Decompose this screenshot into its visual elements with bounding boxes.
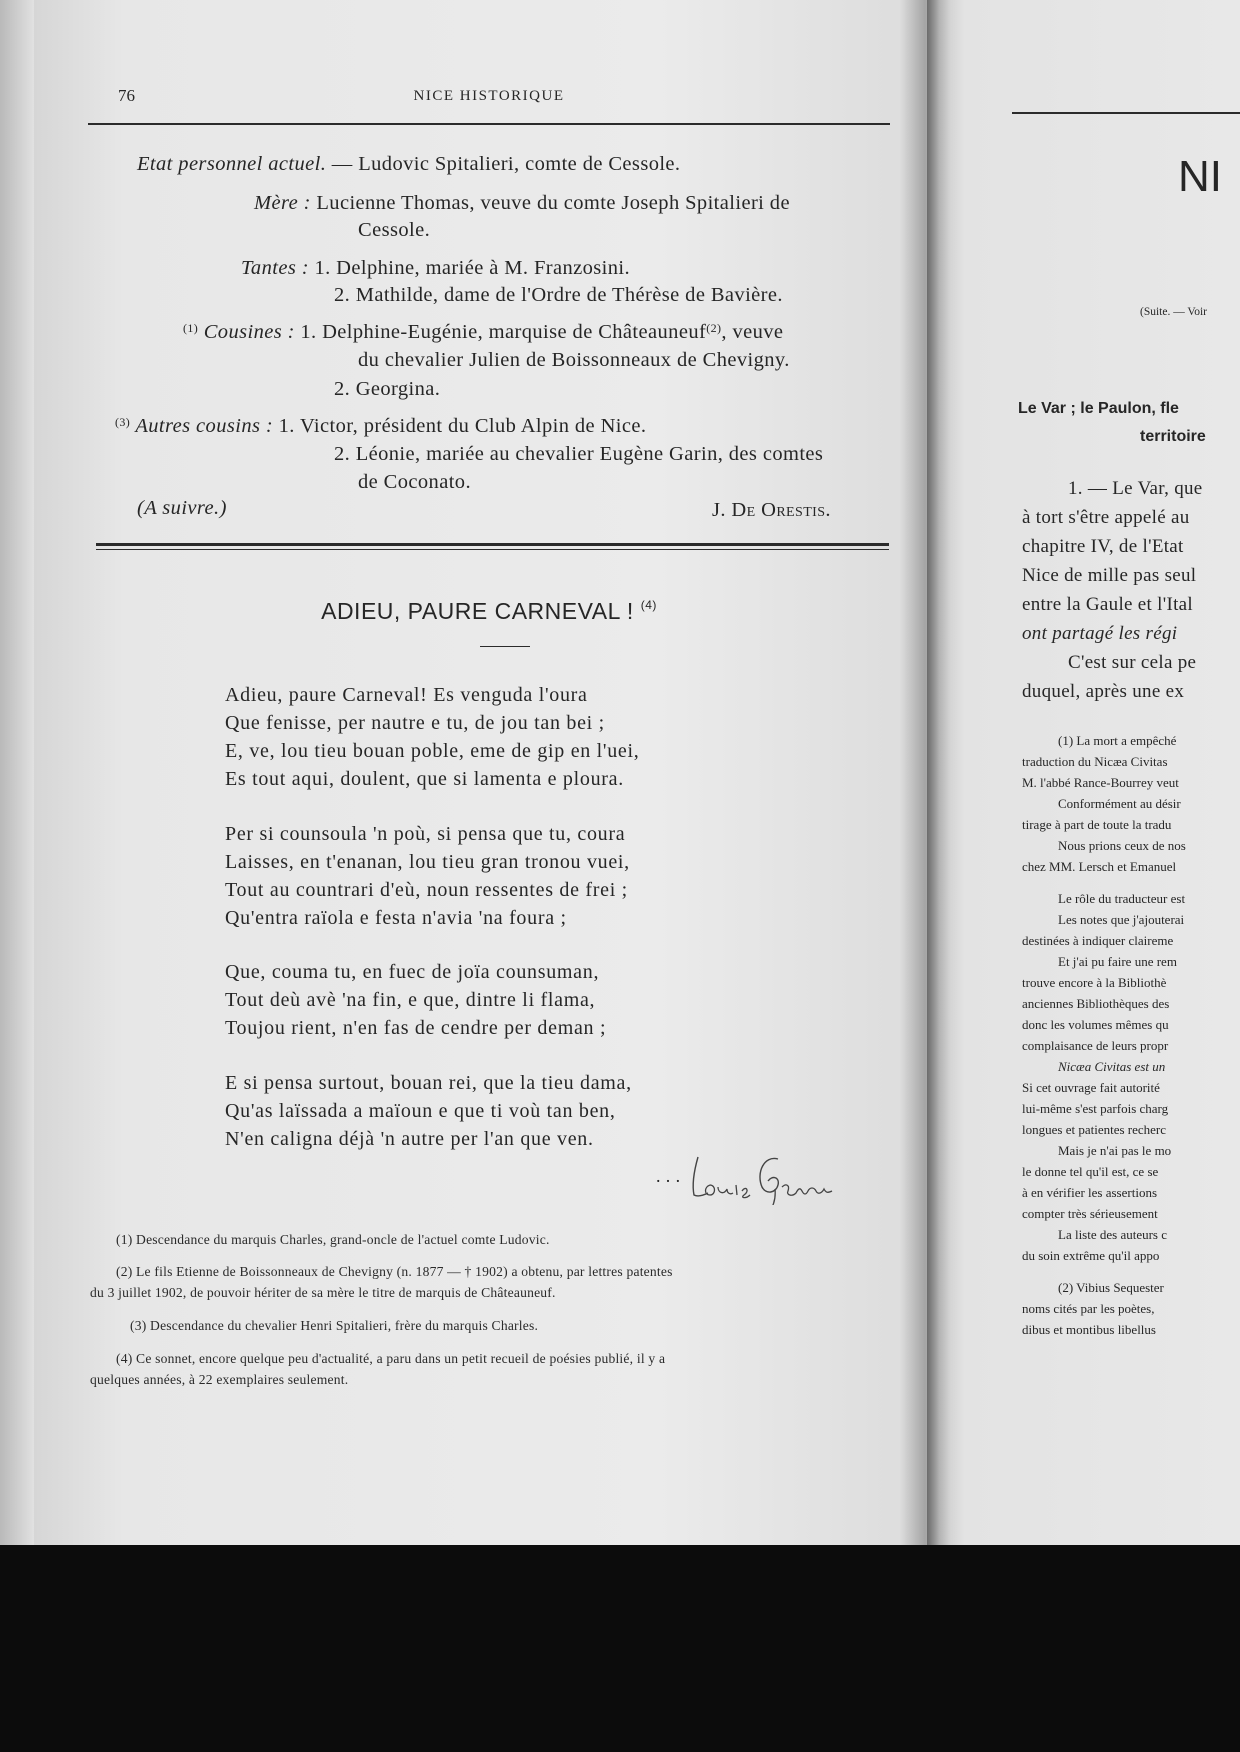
note-line: à en vérifier les assertions bbox=[1022, 1185, 1158, 1200]
note-line: Nicæa Civitas est un bbox=[1058, 1059, 1166, 1074]
verse-line: E si pensa surtout, bouan rei, que la tieu dama, bbox=[225, 1072, 632, 1094]
footnote-4-cont: quelques années, à 22 exemplaires seulement. bbox=[90, 1372, 349, 1387]
note-line: compter très sérieusement bbox=[1022, 1206, 1158, 1221]
suite-note: (Suite. — Voir bbox=[1140, 306, 1207, 318]
cousines-line-cont: du chevalier Julien de Boissonneaux de Chevigny. bbox=[358, 349, 790, 371]
note-line: Nous prions ceux de nos bbox=[1058, 838, 1186, 853]
right-page-title: NI bbox=[1178, 152, 1222, 201]
footnote-3: (3) Descendance du chevalier Henri Spitalieri, frère du marquis Charles. bbox=[130, 1318, 539, 1333]
book-gutter bbox=[900, 0, 950, 1545]
page-number: 76 bbox=[118, 86, 135, 105]
right-header-rule bbox=[1012, 112, 1240, 114]
page-edge bbox=[0, 0, 38, 1545]
verse-line: Toujou rient, n'en fas de cendre per deman ; bbox=[225, 1017, 607, 1039]
note-line: du soin extrême qu'il appo bbox=[1022, 1248, 1160, 1263]
verse-line: Laisses, en t'enanan, lou tieu gran tronou vuei, bbox=[225, 851, 630, 873]
note-line: traduction du Nicæa Civitas bbox=[1022, 754, 1168, 769]
note-line: complaisance de leurs propr bbox=[1022, 1038, 1169, 1053]
handwritten-signature bbox=[650, 1145, 870, 1205]
cousines-line: $^{(1)}$ Cousines : 1. Delphine-Eugénie, marquise de Châteauneuf$^{(2)}$, veuve bbox=[183, 321, 784, 343]
note-line: trouve encore à la Bibliothè bbox=[1022, 975, 1167, 990]
article-author: J. De Orestis. bbox=[712, 499, 831, 521]
a-suivre: (A suivre.) bbox=[137, 497, 227, 519]
tantes-line-2: 2. Mathilde, dame de l'Ordre de Thérèse de Bavière. bbox=[334, 284, 783, 306]
verse-line: Tout au countrari d'eù, noun ressentes de frei ; bbox=[225, 879, 628, 901]
body-line: chapitre IV, de l'Etat bbox=[1022, 536, 1184, 557]
body-line: ont partagé les régi bbox=[1022, 623, 1178, 644]
running-head: NICE HISTORIQUE bbox=[413, 88, 565, 104]
note-line: (1) La mort a empêché bbox=[1058, 733, 1177, 748]
body-line: duquel, après une ex bbox=[1022, 681, 1185, 702]
note-line: La liste des auteurs c bbox=[1058, 1227, 1168, 1242]
body-line: 1. — Le Var, que bbox=[1068, 478, 1203, 499]
autres-line: $^{(3)}$ Autres cousins : 1. Victor, président du Club Alpin de Nice. bbox=[115, 415, 647, 437]
note-line: chez MM. Lersch et Emanuel bbox=[1022, 859, 1177, 874]
autres-line-2: 2. Léonie, mariée au chevalier Eugène Garin, des comtes bbox=[334, 443, 824, 465]
section-rule-thin bbox=[96, 549, 889, 550]
body-line: C'est sur cela pe bbox=[1068, 652, 1197, 673]
header-rule bbox=[88, 123, 890, 125]
cousines-line-2: 2. Georgina. bbox=[334, 378, 441, 400]
note-line: Le rôle du traducteur est bbox=[1058, 891, 1186, 906]
verse-line: Qu'as laïssada a maïoun e que ti voù tan ben, bbox=[225, 1100, 616, 1122]
verse-line: Per si counsoula 'n poù, si pensa que tu, coura bbox=[225, 823, 626, 845]
etat-line: Etat personnel actuel. — Ludovic Spitalieri, comte de Cessole. bbox=[137, 153, 681, 175]
body-line: entre la Gaule et l'Ital bbox=[1022, 594, 1193, 615]
note-line: longues et patientes recherc bbox=[1022, 1122, 1167, 1137]
article-heading: Le Var ; le Paulon, fle bbox=[1018, 400, 1179, 417]
note-line: M. l'abbé Rance-Bourrey veut bbox=[1022, 775, 1179, 790]
note-line: (2) Vibius Sequester bbox=[1058, 1280, 1164, 1295]
title-rule bbox=[480, 646, 530, 647]
tantes-line: Tantes : 1. Delphine, mariée à M. Franzosini. bbox=[241, 257, 631, 279]
book-cover bbox=[0, 1545, 1240, 1752]
note-line: Mais je n'ai pas le mo bbox=[1058, 1143, 1172, 1158]
verse-line: Que, couma tu, en fuec de joïa counsuman, bbox=[225, 961, 600, 983]
note-line: le donne tel qu'il est, ce se bbox=[1022, 1164, 1159, 1179]
footnote-2-cont: du 3 juillet 1902, de pouvoir hériter de sa mère le titre de marquis de Châteauneuf. bbox=[90, 1285, 556, 1300]
note-line: Les notes que j'ajouterai bbox=[1058, 912, 1185, 927]
verse-line: N'en caligna déjà 'n autre per l'an que ven. bbox=[225, 1128, 594, 1150]
footnote-1: (1) Descendance du marquis Charles, grand-oncle de l'actuel comte Ludovic. bbox=[116, 1232, 550, 1247]
article-heading-2: territoire bbox=[1140, 428, 1206, 445]
body-line: Nice de mille pas seul bbox=[1022, 565, 1197, 586]
body-line: à tort s'être appelé au bbox=[1022, 507, 1190, 528]
footnote-4: (4) Ce sonnet, encore quelque peu d'actualité, a paru dans un petit recueil de poésies publié, il y a bbox=[116, 1351, 666, 1366]
page-header bbox=[88, 86, 890, 110]
note-line: Et j'ai pu faire une rem bbox=[1058, 954, 1177, 969]
note-line: tirage à part de toute la tradu bbox=[1022, 817, 1172, 832]
mere-line-cont: Cessole. bbox=[358, 219, 431, 241]
verse-line: Qu'entra raïola e festa n'avia 'na foura ; bbox=[225, 907, 567, 929]
verse-line: Adieu, paure Carneval! Es venguda l'oura bbox=[225, 684, 588, 706]
verse-line: Que fenisse, per nautre e tu, de jou tan bei ; bbox=[225, 712, 605, 734]
section-rule-thick bbox=[96, 543, 889, 546]
signature-dots: . . . bbox=[656, 1166, 681, 1186]
mere-line: Mère : Lucienne Thomas, veuve du comte Joseph Spitalieri de bbox=[254, 192, 790, 214]
note-line: anciennes Bibliothèques des bbox=[1022, 996, 1170, 1011]
poem-title: ADIEU, PAURE CARNEVAL ! $^{(4)}$ bbox=[321, 598, 657, 624]
note-line: dibus et montibus libellus bbox=[1022, 1322, 1156, 1337]
verse-line: Tout deù avè 'na fin, e que, dintre li flama, bbox=[225, 989, 596, 1011]
note-line: destinées à indiquer claireme bbox=[1022, 933, 1174, 948]
note-line: Conformément au désir bbox=[1058, 796, 1181, 811]
footnote-2: (2) Le fils Etienne de Boissonneaux de Chevigny (n. 1877 — † 1902) a obtenu, par lettres patentes bbox=[116, 1264, 673, 1279]
autres-line-cont: de Coconato. bbox=[358, 471, 471, 493]
note-line: lui-même s'est parfois charg bbox=[1022, 1101, 1169, 1116]
note-line: noms cités par les poètes, bbox=[1022, 1301, 1155, 1316]
note-line: donc les volumes mêmes qu bbox=[1022, 1017, 1169, 1032]
verse-line: Es tout aqui, doulent, que si lamenta e ploura. bbox=[225, 768, 624, 790]
verse-line: E, ve, lou tieu bouan poble, eme de gip en l'uei, bbox=[225, 740, 640, 762]
note-line: Si cet ouvrage fait autorité bbox=[1022, 1080, 1160, 1095]
